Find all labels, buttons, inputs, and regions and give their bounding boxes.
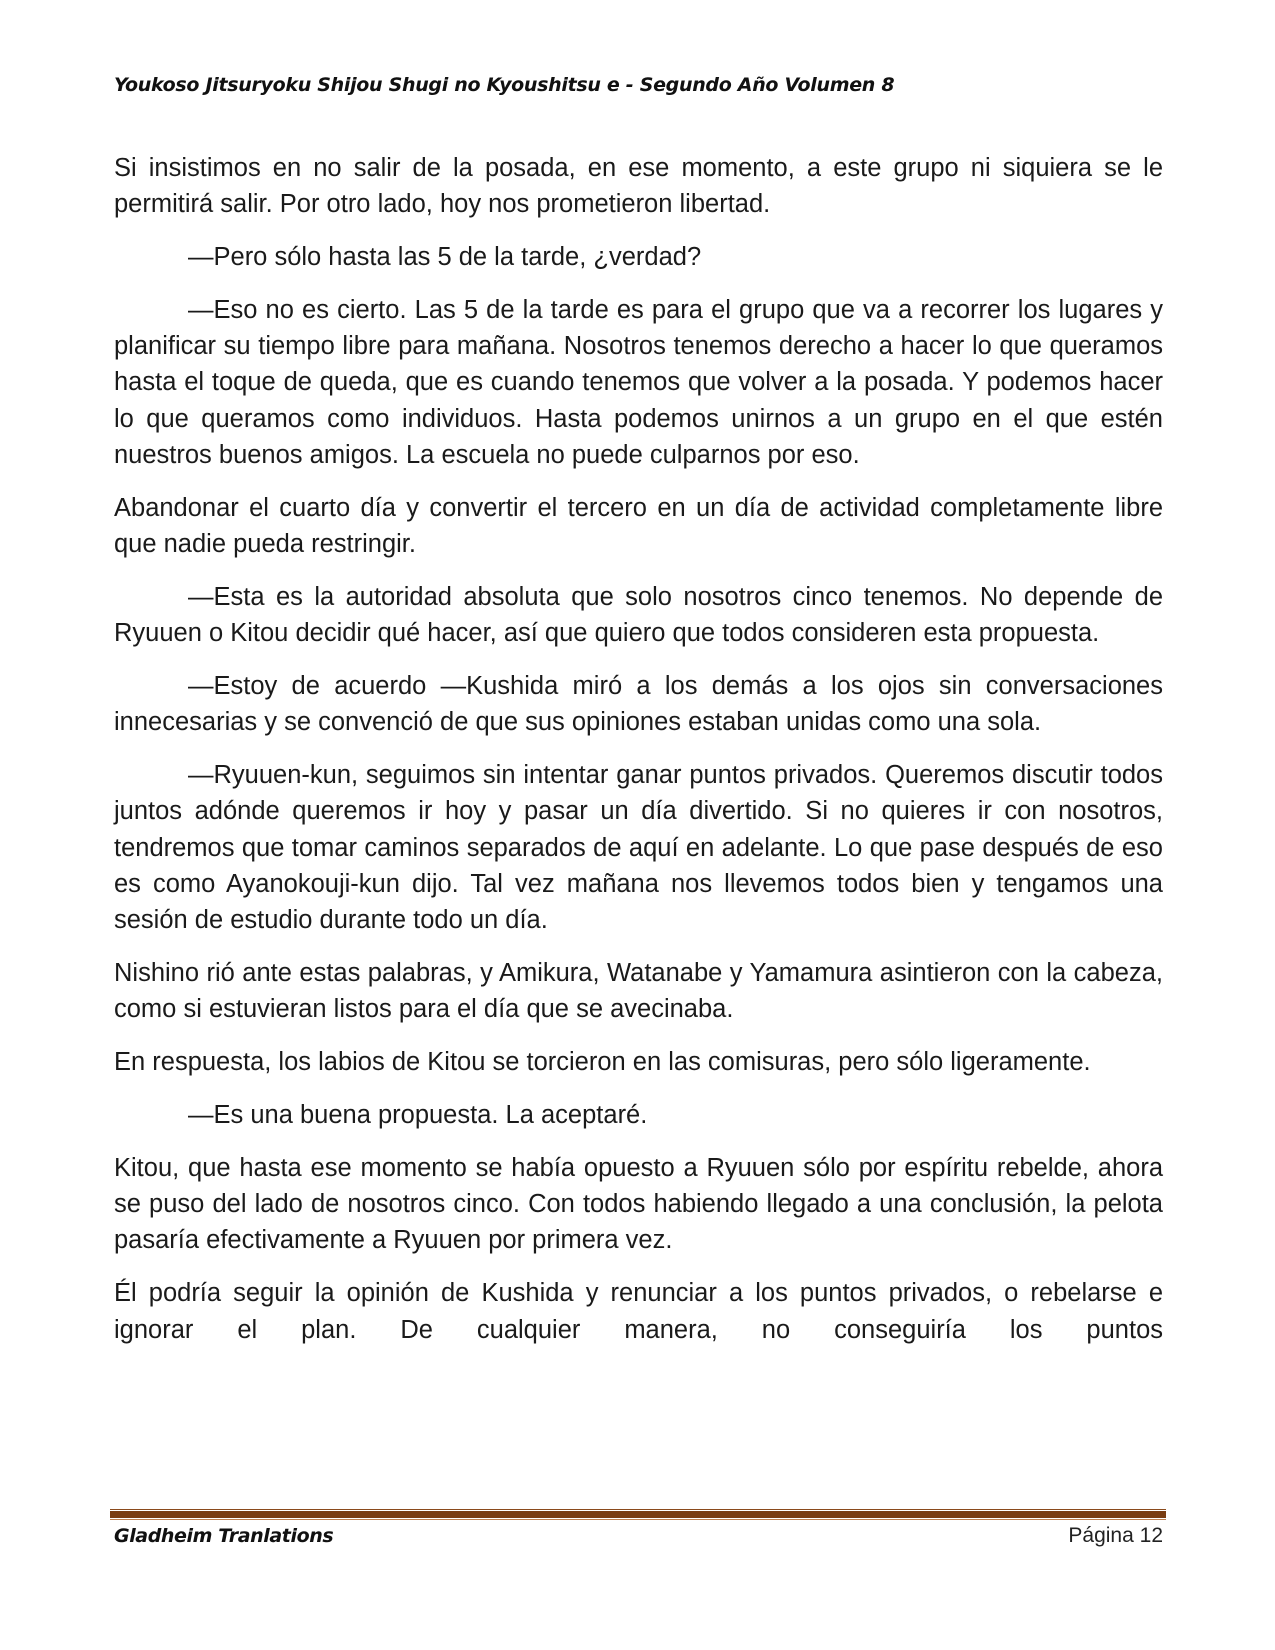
dialogue-paragraph: —Eso no es cierto. Las 5 de la tarde es para el grupo que va a recorrer los lugares y planificar su tiempo libre para mañana. Nosotros tenemos derecho a hacer lo que queramos hasta el toque de queda, que es cuando tenemos que volver a la posada. Y podemos hacer lo que queramos como individuos. Hasta podemos unirnos a un grupo en el que estén nuestros buenos amigos. La escuela no puede culparnos por eso.: [114, 295, 1163, 470]
footer-publisher: Gladheim Tranlations: [114, 1525, 334, 1547]
paragraph: Si insistimos en no salir de la posada, en ese momento, a este grupo ni siquiera se le permitirá salir. Por otro lado, hoy nos prometieron libertad.: [114, 154, 1163, 219]
footer-divider: [110, 1509, 1166, 1520]
paragraph: Abandonar el cuarto día y convertir el tercero en un día de actividad completamente libre que nadie pueda restringir.: [114, 493, 1163, 559]
dialogue-paragraph: —Es una buena propuesta. La aceptaré.: [188, 1101, 648, 1130]
paragraph: En respuesta, los labios de Kitou se torcieron en las comisuras, pero sólo ligeramente.: [114, 1048, 1091, 1077]
paragraph: Nishino rió ante estas palabras, y Amikura, Watanabe y Yamamura asintieron con la cabeza, como si estuvieran listos para el día que se avecinaba.: [114, 959, 1163, 1024]
body-text: [114, 150, 1163, 1364]
paragraph: Él podría seguir la opinión de Kushida y renunciar a los puntos privados, o rebelarse e ignorar el plan. De cualquier manera, no conseguiría los puntos: [114, 1279, 1163, 1344]
page-number-value: 12: [1139, 1524, 1163, 1547]
dialogue-paragraph: —Estoy de acuerdo —Kushida miró a los demás a los ojos sin conversaciones innecesarias y se convenció de que sus opiniones estaban unidas como una sola.: [114, 672, 1163, 737]
running-header: Youkoso Jitsuryoku Shijou Shugi no Kyoushitsu e - Segundo Año Volumen 8: [114, 74, 895, 96]
dialogue-paragraph: —Pero sólo hasta las 5 de la tarde, ¿verdad?: [188, 243, 702, 272]
page-number: [1068, 1524, 1163, 1548]
paragraph: Kitou, que hasta ese momento se había opuesto a Ryuuen sólo por espíritu rebelde, ahora se puso del lado de nosotros cinco. Con todos habiendo llegado a una conclusión, la pelota pasaría efectivamente a Ryuuen por primera vez.: [114, 1153, 1163, 1255]
page-label: Página: [1068, 1524, 1134, 1547]
dialogue-paragraph: —Ryuuen-kun, seguimos sin intentar ganar puntos privados. Queremos discutir todos juntos adónde queremos ir hoy y pasar un día divertido. Si no quieres ir con nosotros, tendremos que tomar caminos separados de aquí en adelante. Lo que pase después de eso es como Ayanokouji-kun dijo. Tal vez mañana nos llevemos todos bien y tengamos una sesión de estudio durante todo un día.: [114, 761, 1163, 935]
dialogue-paragraph: —Esta es la autoridad absoluta que solo nosotros cinco tenemos. No depende de Ryuuen o Kitou decidir qué hacer, así que quiero que todos consideren esta propuesta.: [114, 582, 1163, 648]
